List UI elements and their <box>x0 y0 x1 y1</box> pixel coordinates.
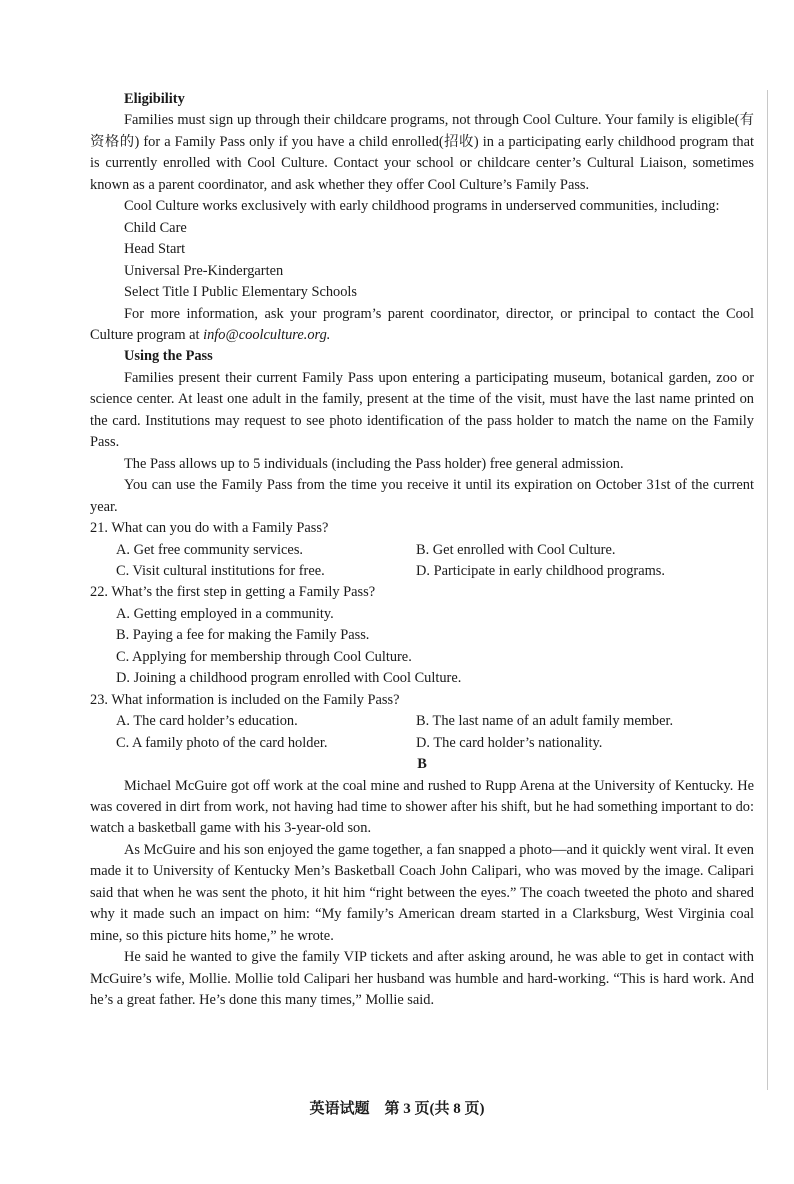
question-23-stem: 23. What information is included on the Family Pass? <box>90 691 400 708</box>
option: B. Paying a fee for making the Family Pass. <box>116 627 370 644</box>
option: C. Applying for membership through Cool Culture. <box>116 648 412 665</box>
option: A. Getting employed in a community. <box>116 605 334 622</box>
info-paragraph <box>90 304 754 347</box>
passage-b-paragraph-1: Michael McGuire got off work at the coal mine and rushed to Rupp Arena at the University of Kentucky. He was covered in dirt from work, not having had time to shower after his shift, but he had something important to do: watch a basketball game with his 3-year-old son. <box>90 777 754 837</box>
list-item: Head Start <box>124 241 186 258</box>
option: B. The last name of an adult family member. <box>416 713 674 730</box>
question-21-options <box>90 540 754 583</box>
eligibility-heading: Eligibility <box>124 91 185 107</box>
question-21-stem: 21. What can you do with a Family Pass? <box>90 520 329 537</box>
option: C. Visit cultural institutions for free. <box>116 562 325 579</box>
list-item: Select Title I Public Elementary Schools <box>124 284 358 301</box>
question-22-options <box>90 604 754 690</box>
passage-b-paragraph-3: He said he wanted to give the family VIP tickets and after asking around, he was able to get in contact with McGuire’s wife, Mollie. Mollie told Calipari her husband was humble and hard-working. “This is hard work. And he’s a great father. He’s done this many times,” Mollie said. <box>90 949 754 1009</box>
list-item: Child Care <box>124 219 187 236</box>
eligibility-paragraph-1: Families must sign up through their childcare programs, not through Cool Culture. Your family is eligible(有资格的) for a Family Pass only if you have a child enrolled(招收) in a participating early childhood program that is currently enrolled with Cool Culture. Contact your school or childcare center’s Cultural Liaison, sometimes known as a parent coordinator, and ask whether they offer Cool Culture’s Family Pass. <box>90 112 754 193</box>
info-text: For more information, ask your program’s parent coordinator, director, or principal to contact the Cool Culture program at <box>90 305 754 343</box>
section-b-label: B <box>417 756 427 773</box>
option: D. The card holder’s nationality. <box>416 734 603 751</box>
binding-edge-line <box>767 90 768 1090</box>
option: A. Get free community services. <box>116 541 304 558</box>
question-22-stem: 22. What’s the first step in getting a Family Pass? <box>90 584 376 601</box>
question-23-options <box>90 711 754 754</box>
eligibility-paragraph-2: Cool Culture works exclusively with early childhood programs in underserved communities, including: <box>124 198 720 215</box>
list-item: Universal Pre-Kindergarten <box>124 262 284 279</box>
page-footer: 英语试题 第 3 页(共 8 页) <box>309 1101 485 1117</box>
program-list <box>90 218 754 304</box>
page-content <box>90 89 754 1011</box>
option: B. Get enrolled with Cool Culture. <box>416 541 616 558</box>
option: C. A family photo of the card holder. <box>116 734 328 751</box>
option: D. Participate in early childhood programs. <box>416 562 665 579</box>
using-paragraph-3: You can use the Family Pass from the time you receive it until its expiration on October 31st of the current year. <box>90 477 754 515</box>
using-paragraph-1: Families present their current Family Pass upon entering a participating museum, botanical garden, zoo or science center. At least one adult in the family, present at the time of the visit, must have the last name printed on the card. Institutions may request to see photo identification of the pass holder to match the name on the Family Pass. <box>90 369 754 451</box>
passage-b-paragraph-2: As McGuire and his son enjoyed the game together, a fan snapped a photo—and it quickly went viral. It even made it to University of Kentucky Men’s Basketball Coach John Calipari, who was moved by the image. Calipari said that when he was sent the photo, it hit him “right between the eyes.” The coach tweeted the photo and shared why it made such an impact on him: “My family’s American dream started in a Clarksburg, West Virginia coal mine, so this picture hits home,” he wrote. <box>90 841 754 944</box>
using-paragraph-2: The Pass allows up to 5 individuals (including the Pass holder) free general admission. <box>124 455 624 472</box>
option: D. Joining a childhood program enrolled with Cool Culture. <box>116 670 462 687</box>
using-heading: Using the Pass <box>124 348 213 365</box>
option: A. The card holder’s education. <box>116 713 298 730</box>
info-email: info@coolculture.org. <box>203 326 331 343</box>
